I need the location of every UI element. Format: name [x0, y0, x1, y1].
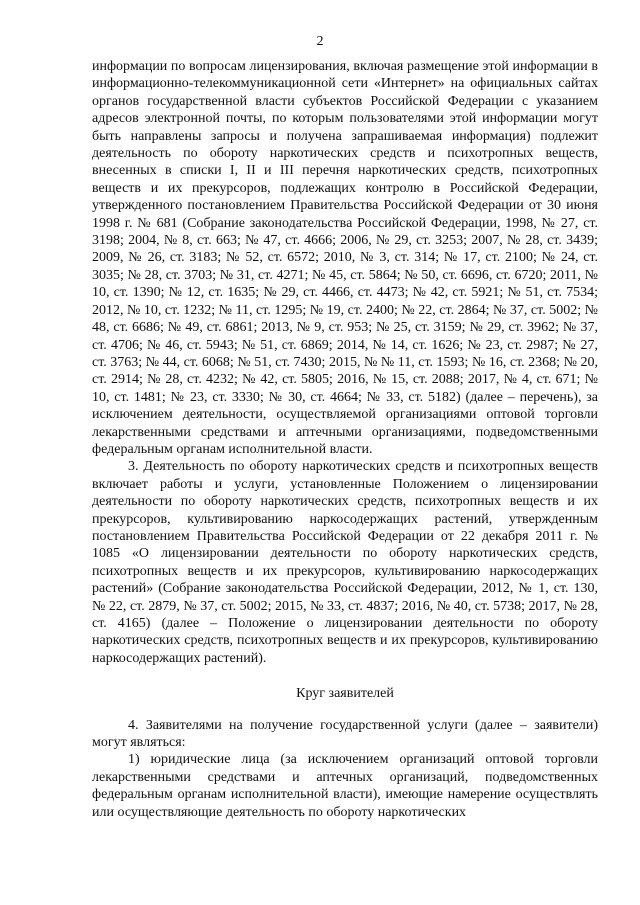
page-number: 2	[316, 34, 324, 49]
paragraph-applicant-item-1: 1) юридические лица (за исключением организаций оптовой торговли лекарственными средствами и аптечных организаций, подведомственных федеральным органам исполнительной власти), имеющие намерение осуществлять или осуществляющие деятельность по обороту наркотических	[92, 752, 598, 820]
paragraph-3-activity-scope: 3. Деятельность по обороту наркотических средств и психотропных веществ включает работы и услуги, установленные Положением о лицензировании деятельности по обороту наркотических средств, психотропных веществ и их прекурсоров, культивированию наркосодержащих растений, утвержденным постановлением Правительства Российской Федерации от 22 декабря 2011 г. № 1085 «О лицензировании деятельности по обороту наркотических средств, психотропных веществ и их прекурсоров, культивированию наркосодержащих растений» (Собрание законодательства Российской Федерации, 2012, № 1, ст. 130, № 22, ст. 2879, № 37, ст. 5002; 2015, № 33, ст. 4837; 2016, № 40, ст. 5738; 2017, № 28, ст. 4165) (далее – Положение о лицензировании деятельности по обороту наркотических средств, психотропных веществ и их прекурсоров, культивированию наркосодержащих растений).	[92, 459, 598, 666]
paragraph-licensing-continuation: информации по вопросам лицензирования, включая размещение этой информации в информационно-телекоммуникационной сети «Интернет» на официальных сайтах органов государственной власти субъектов Российской Федерации с указанием адресов электронной почты, по которым пользователями этой информации могут быть направлены запросы и получена запрашиваемая информация) подлежит деятельность по обороту наркотических средств и психотропных веществ, внесенных в списки I, II и III перечня наркотических средств, психотропных веществ и их прекурсоров, подлежащих контролю в Российской Федерации, утвержденного постановлением Правительства Российской Федерации от 30 июня 1998 г. № 681 (Собрание законодательства Российской Федерации, 1998, № 27, ст. 3198; 2004, № 8, ст. 663; № 47, ст. 4666; 2006, № 29, ст. 3253; 2007, № 28, ст. 3439; 2009, № 26, ст. 3183; № 52, ст. 6572; 2010, № 3, ст. 314; № 17, ст. 2100; № 24, ст. 3035; № 28, ст. 3703; № 31, ст. 4271; № 45, ст. 5864; № 50, ст. 6696, ст. 6720; 2011, № 10, ст. 1390; № 12, ст. 1635; № 29, ст. 4466, ст. 4473; № 42, ст. 5921; № 51, ст. 7534; 2012, № 10, ст. 1232; № 11, ст. 1295; № 19, ст. 2400; № 22, ст. 2864; № 37, ст. 5002; № 48, ст. 6686; № 49, ст. 6861; 2013, № 9, ст. 953; № 25, ст. 3159; № 29, ст. 3962; № 37, ст. 4706; № 46, ст. 5943; № 51, ст. 6869; 2014, № 14, ст. 1626; № 23, ст. 2987; № 27, ст. 3763; № 44, ст. 6068; № 51, ст. 7430; 2015, № № 11, ст. 1593; № 16, ст. 2368; № 20, ст. 2914; № 28, ст. 4232; № 42, ст. 5805; 2016, № 15, ст. 2088; 2017, № 4, ст. 671; № 10, ст. 1481; № 23, ст. 3330; № 30, ст. 4664; № 33, ст. 5182) (далее – перечень), за исключением деятельности, осуществляемой организациями оптовой торговли лекарственными средствами и аптечными организациями, подведомственными федеральным органам исполнительной власти.	[92, 59, 598, 457]
document-body	[92, 58, 598, 821]
section-heading-applicants: Круг заявителей	[296, 686, 394, 702]
paragraph-4-applicants: 4. Заявителями на получение государственной услуги (далее – заявители) могут являться:	[92, 717, 598, 751]
